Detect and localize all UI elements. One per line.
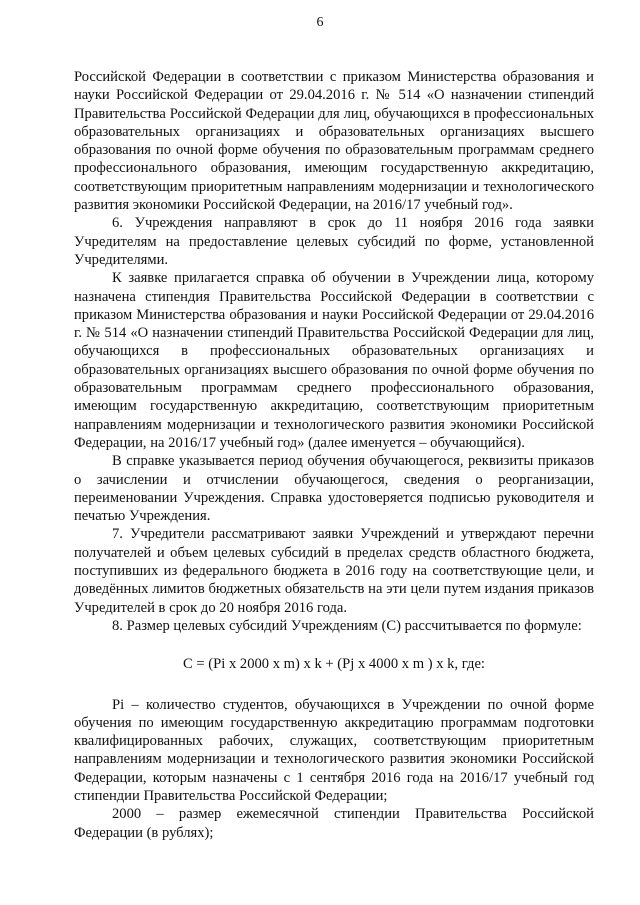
paragraph-certificate-contents: В справке указывается период обучения обучающегося, реквизиты приказов о зачислении и отчислении обучающегося, сведения о реорганизации, переименовании Учреждения. Справка удостоверяется подписью руководителя и печатью Учреждения.	[74, 453, 594, 525]
page-number: 6	[316, 15, 324, 30]
definition-pi: Pi – количество студентов, обучающихся в Учреждении по очной форме обучения по имеющим государственную аккредитацию программам подготовки квалифицированных рабочих, служащих, соответствующим приоритетным направлениям модернизации и технологического развития экономики Российской Федерации, которым назначены с 1 сентября 2016 года на 2016/17 учебный год стипендии Правительства Российской Федерации;	[74, 696, 594, 804]
paragraph-certificate-attachment: К заявке прилагается справка об обучении в Учреждении лица, которому назначена стипендия Правительства Российской Федерации в соответствии с приказом Министерства образования и науки Российской Федерации от 29.04.2016 г. № 514 «О назначении стипендий Правительства Российской Федерации для лиц, обучающихся в профессиональных образовательных организациях и образовательных организациях высшего образования по очной форме обучения по образовательным программам среднего профессионального образования, имеющим государственную аккредитацию, соответствующим приоритетным направлениям модернизации и технологического развития экономики Российской Федерации, на 2016/17 учебный год» (далее именуется – обучающийся).	[74, 270, 594, 451]
paragraph-item-6: 6. Учреждения направляют в срок до 11 ноября 2016 года заявки Учредителям на предоставление целевых субсидий по форме, установленной Учредителями.	[74, 215, 594, 268]
document-body	[74, 68, 594, 842]
paragraph-item-7: 7. Учредители рассматривают заявки Учреждений и утверждают перечни получателей и объем целевых субсидий в пределах средств областного бюджета, поступивших из федерального бюджета в 2016 году на соответствующие цели, и доведённых лимитов бюджетных обязательств на эти цели путем издания приказов Учредителей в срок до 20 ноября 2016 года.	[74, 526, 594, 616]
paragraph-continuation: Российской Федерации в соответствии с приказом Министерства образования и науки Российской Федерации от 29.04.2016 г. № 514 «О назначении стипендий Правительства Российской Федерации для лиц, обучающихся в профессиональных образовательных организациях и образовательных организациях высшего образования по очной форме обучения по образовательным программам среднего профессионального образования, имеющим государственную аккредитацию, соответствующим приоритетным направлениям модернизации и технологического развития экономики Российской Федерации, на 2016/17 учебный год».	[74, 69, 594, 214]
definition-2000: 2000 – размер ежемесячной стипендии Правительства Российской Федерации (в рублях);	[74, 806, 594, 841]
subsidy-formula: С = (Pi x 2000 x m) x k + (Pj x 4000 x m ) x k, где:	[183, 656, 485, 673]
paragraph-item-8: 8. Размер целевых субсидий Учреждениям (С) рассчитывается по формуле:	[112, 617, 582, 634]
